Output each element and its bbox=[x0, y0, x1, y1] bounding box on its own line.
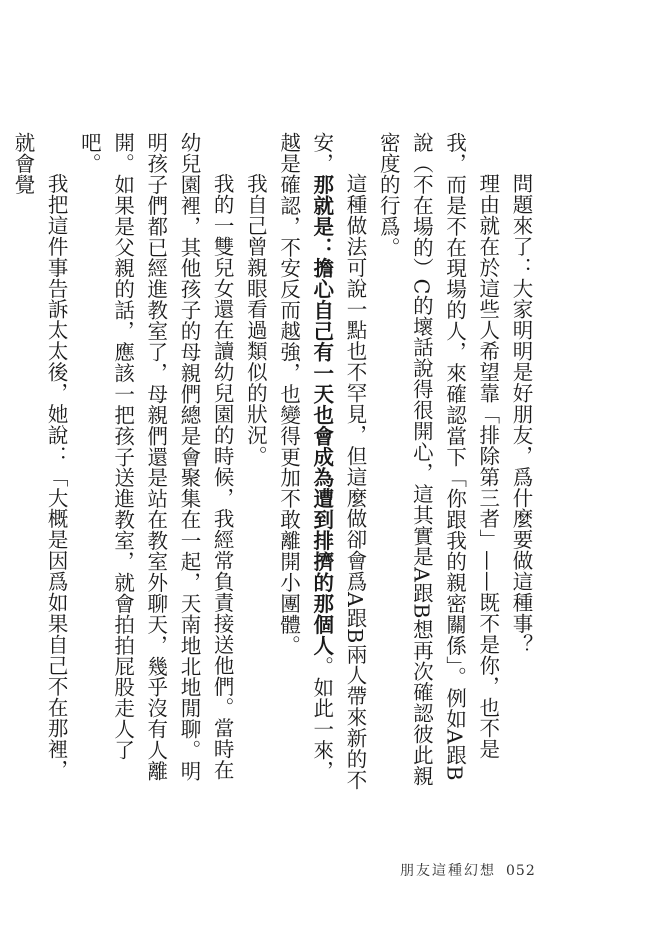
paragraph-5 bbox=[72, 132, 238, 792]
vertical-text-block bbox=[6, 132, 537, 792]
paragraph-6 bbox=[6, 132, 72, 792]
paragraph-4 bbox=[238, 132, 271, 792]
page-footer bbox=[400, 860, 536, 880]
paragraph-1-text: 問題來了：大家明明是好朋友，爲什麼要做這種事？ bbox=[509, 173, 533, 655]
paragraph-2 bbox=[371, 132, 504, 792]
paragraph-6-text: 我把這件事告訴太太後，她說：「大概是因爲如果自己不在那裡，就會覺 bbox=[10, 132, 69, 781]
paragraph-4-text: 我自己曾親眼看過類似的狀況。 bbox=[243, 173, 268, 467]
book-title: 朋友這種幻想 bbox=[400, 863, 496, 879]
paragraph-1 bbox=[504, 132, 537, 792]
paragraph-3-emphasis: 那就是：擔心自己有一天也會成為遭到排擠的那個人 bbox=[309, 173, 334, 656]
paragraph-3-text: 這種做法可說一點也不罕見，但這麼做卻會爲A跟B兩人帶來新的不安， bbox=[309, 132, 367, 791]
paragraph-5-text: 我的一雙兒女還在讀幼兒園的時候，我經常負責接送他們。當時在幼兒園裡，其他孩子的母親們總是會聚集在一起，天南地北地閒聊。明明孩子們都已經進教室了，母親們還是站在教室外聊天，幾乎沒有人離開。如果是父親的話，應該一把孩子送進教室，就會拍拍屁股走人了吧。 bbox=[77, 132, 235, 782]
paragraph-2-text: 理由就在於這些人希望靠「排除第三者」——既不是你，也不是我，而是不在現場的人，來確認當下「你跟我的親密關係」。例如A跟B說（不在場的）C的壞話說得很開心，這其實是A跟B想再次確認彼此親密度的行爲。 bbox=[376, 132, 500, 787]
paragraph-3-text-after: 。如此一來，越是確認，不安反而越強，也變得更加不敢離開小團體。 bbox=[276, 132, 334, 782]
page-number: 052 bbox=[506, 863, 536, 879]
paragraph-3 bbox=[271, 132, 371, 792]
